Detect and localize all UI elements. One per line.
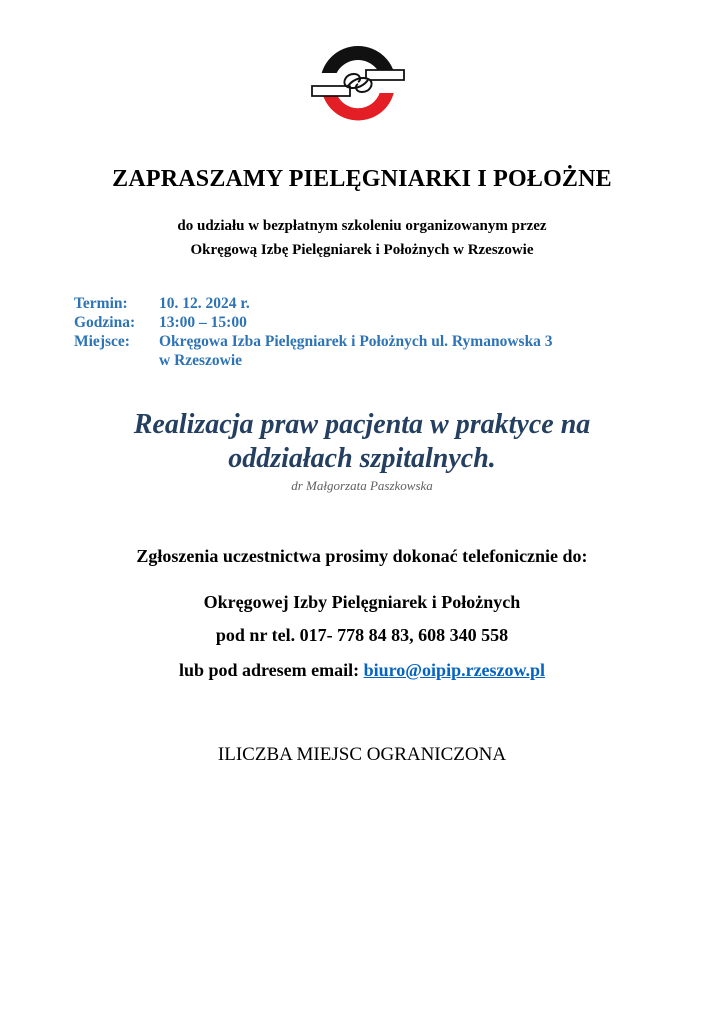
logo-icon bbox=[308, 40, 408, 130]
event-time-value: 13:00 – 15:00 bbox=[159, 314, 247, 331]
handshake-ring-logo bbox=[308, 40, 408, 130]
subtitle-line-2: Okręgową Izbę Pielęgniarek i Położnych w Rzeszowie bbox=[190, 242, 534, 258]
lecture-title-line-1: Realizacja praw pacjenta w praktyce na bbox=[133, 409, 591, 440]
email-link[interactable]: biuro@oipip.rzeszow.pl bbox=[363, 660, 546, 680]
event-time-row bbox=[74, 313, 553, 332]
event-date-value: 10. 12. 2024 r. bbox=[159, 295, 250, 312]
contact-phone: pod nr tel. 017- 778 84 83, 608 340 558 bbox=[215, 625, 509, 645]
event-details bbox=[74, 294, 553, 370]
limited-seats-notice: ILICZBA MIEJSC OGRANICZONA bbox=[217, 744, 507, 765]
event-date-row bbox=[74, 294, 553, 313]
event-place-value-cont: w Rzeszowie bbox=[159, 352, 243, 369]
lecture-title bbox=[0, 408, 724, 476]
subtitle-line-1: do udziału w bezpłatnym szkoleniu organizowanym przez bbox=[177, 218, 547, 234]
registration-heading: Zgłoszenia uczestnictwa prosimy dokonać telefonicznie do: bbox=[136, 546, 588, 566]
lecture-title-line-2: oddziałach szpitalnych. bbox=[228, 443, 496, 474]
contact-email-line bbox=[0, 660, 724, 681]
lecturer-name: dr Małgorzata Paszkowska bbox=[291, 478, 433, 493]
page-title: ZAPRASZAMY PIELĘGNIARKI I POŁOŻNE bbox=[112, 166, 612, 192]
event-place-row bbox=[74, 332, 553, 351]
event-place-value: Okręgowa Izba Pielęgniarek i Położnych ul. Rymanowska 3 bbox=[159, 333, 553, 350]
event-time-label: Godzina: bbox=[74, 314, 136, 331]
contact-email-prefix: lub pod adresem email: bbox=[178, 660, 364, 680]
event-date-label: Termin: bbox=[74, 295, 128, 312]
event-place-label: Miejsce: bbox=[74, 333, 130, 350]
contact-org: Okręgowej Izby Pielęgniarek i Położnych bbox=[203, 592, 521, 612]
